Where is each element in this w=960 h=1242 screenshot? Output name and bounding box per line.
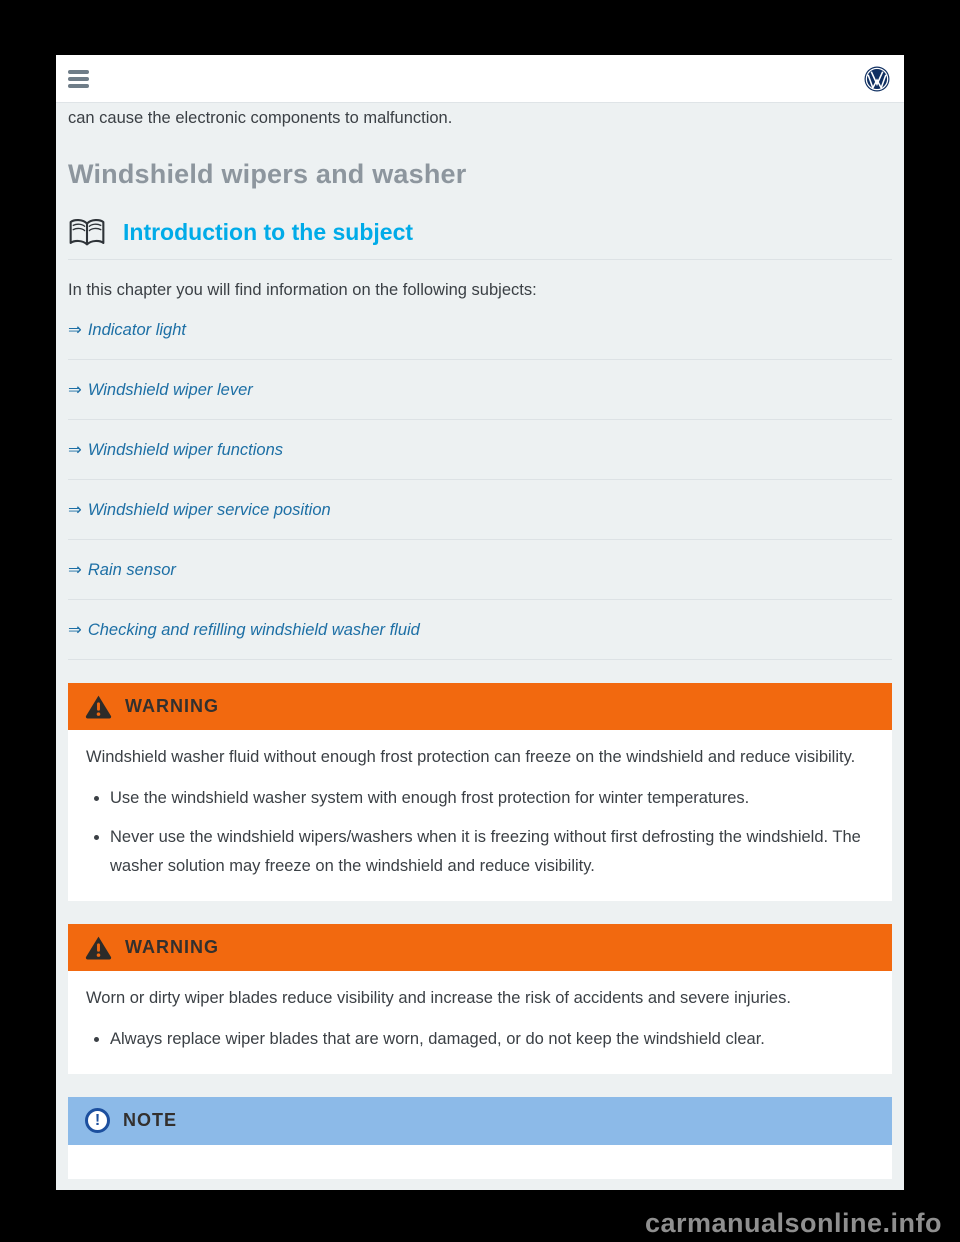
watermark-text: carmanualsonline.info [644, 1208, 942, 1238]
top-bar [56, 55, 904, 103]
warning-bullets [86, 1025, 874, 1054]
page-content [56, 109, 904, 1179]
arrow-icon: ⇒ [68, 321, 82, 340]
manual-page [56, 55, 904, 1190]
arrow-icon: ⇒ [68, 561, 82, 580]
subject-link-washer-fluid[interactable]: ⇒ Checking and refilling windshield washer fluid [68, 600, 892, 660]
warning-lead: Windshield washer fluid without enough frost protection can freeze on the windshield and reduce visibility. [86, 748, 856, 767]
note-box [68, 1097, 892, 1179]
warning-header [68, 683, 892, 730]
subject-link-indicator-light[interactable]: ⇒ Indicator light [68, 300, 892, 360]
warning-bullet: • Never use the windshield wipers/washers when it is freezing without first defrosting the windshield. The washer solution may freeze on the windshield and reduce visibility. [110, 823, 874, 881]
carryover-paragraph: can cause the electronic components to malfunction. [68, 109, 453, 127]
subsection-heading-row [68, 217, 892, 260]
note-label: NOTE [123, 1110, 178, 1131]
note-body [68, 1145, 892, 1179]
open-book-icon [68, 217, 106, 248]
warning-bullet: • Always replace wiper blades that are worn, damaged, or do not keep the windshield clear. [110, 1025, 874, 1054]
arrow-icon: ⇒ [68, 441, 82, 460]
subjects-list [68, 300, 892, 660]
arrow-icon: ⇒ [68, 621, 82, 640]
warning-label: WARNING [125, 696, 219, 717]
menu-icon[interactable] [68, 70, 89, 88]
warning-label: WARNING [125, 936, 219, 957]
warning-box-1 [68, 683, 892, 901]
warning-box-2 [68, 924, 892, 1074]
subject-link-rain-sensor[interactable]: ⇒ Rain sensor [68, 540, 892, 600]
warning-triangle-icon [85, 694, 112, 719]
vw-logo-icon [864, 66, 890, 92]
subject-link-wiper-service-position[interactable]: ⇒ Windshield wiper service position [68, 480, 892, 540]
subsection-title: Introduction to the subject [123, 219, 414, 246]
warning-body [68, 971, 892, 1074]
arrow-icon: ⇒ [68, 381, 82, 400]
warning-body [68, 730, 892, 901]
chapter-title: Windshield wipers and washer [68, 159, 467, 189]
arrow-icon: ⇒ [68, 501, 82, 520]
warning-bullets [86, 784, 874, 881]
subject-link-wiper-lever[interactable]: ⇒ Windshield wiper lever [68, 360, 892, 420]
subjects-lead: In this chapter you will find information on the following subjects: [68, 281, 537, 300]
warning-bullet: • Use the windshield washer system with enough frost protection for winter temperatures. [110, 784, 874, 813]
note-header [68, 1097, 892, 1145]
warning-header [68, 924, 892, 971]
subject-link-wiper-functions[interactable]: ⇒ Windshield wiper functions [68, 420, 892, 480]
note-exclamation-icon: ! [85, 1108, 110, 1133]
warning-triangle-icon [85, 935, 112, 960]
warning-lead: Worn or dirty wiper blades reduce visibility and increase the risk of accidents and severe injuries. [86, 988, 791, 1007]
